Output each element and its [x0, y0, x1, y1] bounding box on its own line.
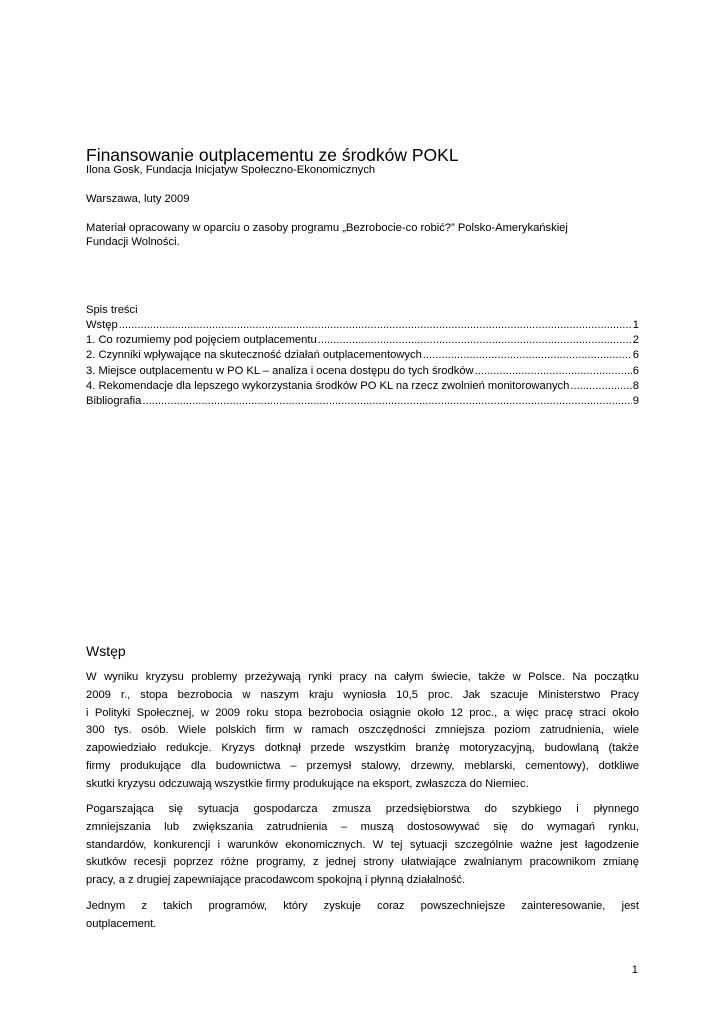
page-number: 1 — [631, 964, 638, 976]
toc-leader-dots — [570, 379, 631, 394]
toc-entry-label: 2. Czynniki wpływające na skuteczność działań outplacementowych — [86, 349, 422, 362]
paragraph-line: standardów, konkurencji i warunków ekonomicznych. W tej sytuacji szczególnie ważne jest łagodzenie — [86, 838, 639, 851]
paragraph-line: skutków recesji poprzez różne programy, z jednej strony ułatwiające zwalnianym pracownikom zmianę — [86, 856, 639, 869]
toc-entry[interactable] — [86, 333, 639, 348]
paragraph-line: pracy, a z drugiej zapewniające pracodawcom spokojną i płynną działalność. — [86, 874, 466, 887]
document-title: Finansowanie outplacementu ze środków POKL — [86, 145, 459, 165]
paragraph-line: 300 tys. osób. Wiele polskich firm w ramach oszczędności zmniejsza poziom zatrudnienia, wiele — [86, 724, 639, 737]
toc-entry[interactable] — [86, 348, 639, 363]
toc-entry[interactable] — [86, 379, 639, 394]
toc-entry-label: 3. Miejsce outplacementu w PO KL – analiza i ocena dostępu do tych środków — [86, 364, 474, 377]
toc-entry-page: 1 — [632, 319, 639, 331]
toc-leader-dots — [423, 348, 632, 363]
toc-entry-label: Bibliografia — [86, 395, 142, 408]
toc-entry-page: 6 — [632, 364, 639, 377]
paragraph-line: i Polityki Społecznej, w 2009 roku stopa bezrobocia osiągnie około 12 proc., a więc pracę straci około — [86, 706, 639, 719]
document-note-line: Fundacji Wolności. — [86, 236, 180, 248]
section-heading: Wstęp — [86, 643, 126, 659]
toc-entry-page: 8 — [632, 379, 639, 392]
paragraph-line: 2009 r., stopa bezrobocia w naszym kraju wyniosła 10,5 proc. Jak szacuje Ministerstwo Pracy — [86, 688, 639, 701]
body-paragraph — [86, 801, 639, 890]
document-author: Ilona Gosk, Fundacja Inicjatyw Społeczno-Ekonomicznych — [86, 164, 376, 176]
toc-leader-dots — [142, 394, 631, 409]
toc-leader-dots — [119, 318, 632, 333]
toc-entry[interactable] — [86, 318, 639, 333]
paragraph-line: outplacement. — [86, 917, 157, 930]
paragraph-line: firmy produkujące dla budownictwa – przemysł stalowy, drzewny, meblarski, cementowy), dotkliwe — [86, 759, 639, 772]
toc-entry[interactable] — [86, 364, 639, 379]
toc-leader-dots — [318, 333, 632, 348]
paragraph-line: Pogarszająca się sytuacja gospodarcza zmusza przedsiębiorstwa do szybkiego i płynnego — [86, 803, 639, 815]
paragraph-line: skutki kryzysu odczuwają wszystkie firmy produkujące na eksport, zwłaszcza do Niemiec. — [86, 777, 529, 790]
paragraph-line: Jednym z takich programów, który zyskuje coraz powszechniejsze zainteresowanie, jest — [86, 900, 639, 912]
toc-heading: Spis treści — [86, 304, 138, 316]
toc-leader-dots — [475, 364, 632, 379]
paragraph-line: W wyniku kryzysu problemy przeżywają rynki pracy na całym świecie, także w Polsce. Na początku — [86, 671, 639, 683]
toc-entry-page: 9 — [632, 395, 639, 408]
toc-entry[interactable] — [86, 394, 639, 409]
body-paragraph — [86, 669, 639, 794]
toc-entry-page: 6 — [632, 349, 639, 362]
document-place-date: Warszawa, luty 2009 — [86, 193, 190, 205]
toc-entry-page: 2 — [632, 334, 639, 347]
toc-entry-label: 1. Co rozumiemy pod pojęciem outplacementu — [86, 334, 317, 347]
table-of-contents — [86, 318, 639, 409]
document-note-line: Materiał opracowany w oparciu o zasoby programu „Bezrobocie-co robić?” Polsko-Amerykańskiej — [86, 222, 568, 234]
paragraph-line: zmniejszania lub zwiększania zatrudnienia – muszą dostosowywać się do wymagań rynku, — [86, 820, 639, 833]
toc-entry-label: 4. Rekomendacje dla lepszego wykorzystania środków PO KL na rzecz zwolnień monitorowanych — [86, 379, 570, 392]
toc-entry-label: Wstęp — [86, 319, 118, 331]
body-paragraph — [86, 898, 639, 934]
paragraph-line: zapowiedziało redukcje. Kryzys dotknął przede wszystkim branżę motoryzacyjną, budowlaną (także — [86, 742, 639, 755]
